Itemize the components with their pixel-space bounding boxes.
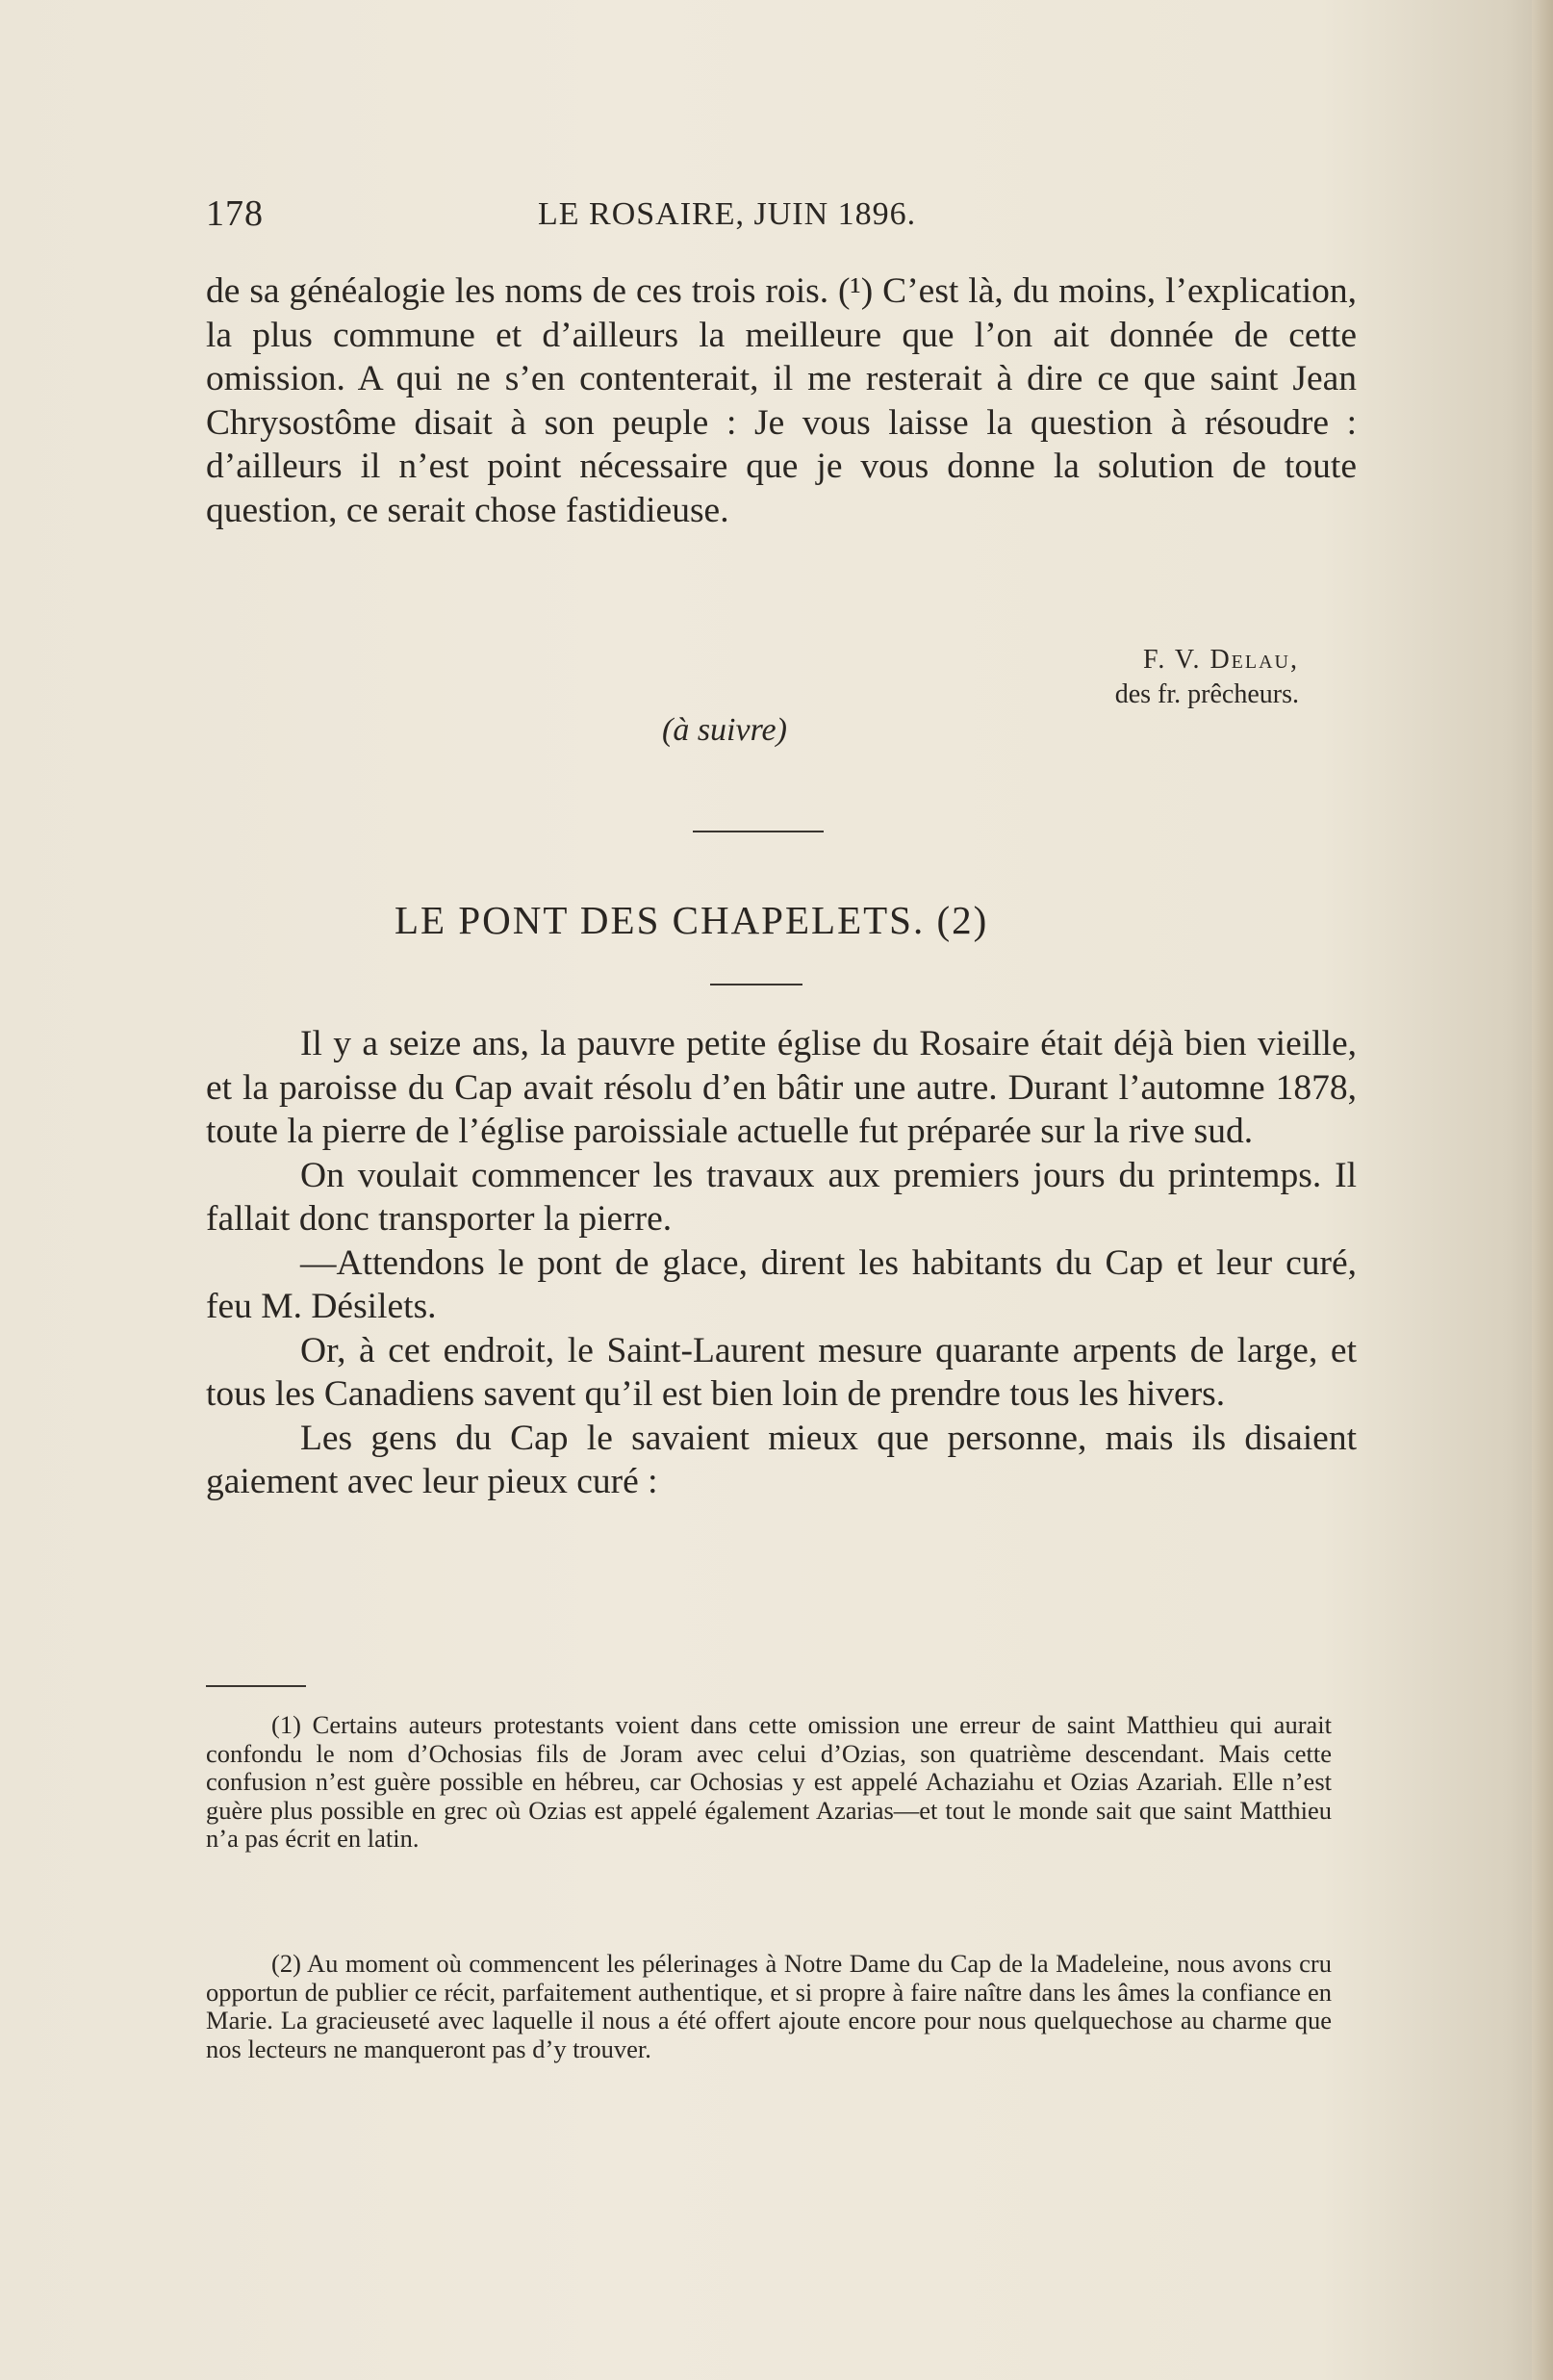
author-name: F. V. Delau, xyxy=(1143,645,1299,675)
continuation-text xyxy=(206,269,1357,532)
author-signature xyxy=(1020,643,1299,712)
article-paragraph: —Attendons le pont de glace, dirent les habitants du Cap et leur curé, feu M. Désilets. xyxy=(206,1242,1357,1326)
page-number: 178 xyxy=(206,193,264,234)
title-underline xyxy=(710,984,802,985)
footnote-text: (2) Au moment où commencent les pélerinages à Notre Dame du Cap de la Madeleine, nous avons cru opportun de publier ce récit, parfaitement authentique, et si propre à faire naître dans les âmes la confiance en Marie. La gracieuseté avec laquelle il nous a été offert ajoute encore pour nous quelquechose au charme que nos lecteurs ne manqueront pas d’y trouver. xyxy=(206,1949,1332,2063)
footnote-text: (1) Certains auteurs protestants voient dans cette omission une erreur de saint Matthieu qui aurait confondu le nom d’Ochosias fils de Joram avec celui d’Ozias, son quatrième descendant. Mais cette confusion n’est guère possible en hébreu, car Ochosias y est appelé Achaziahu et Ozias Azariah. Elle n’est guère plus possible en grec où Ozias est appelé également Azarias—et tout le monde sait que saint Matthieu n’a pas écrit en latin. xyxy=(206,1710,1332,1853)
page-edge xyxy=(1532,0,1553,2380)
article-title: LE PONT DES CHAPELETS. (2) xyxy=(395,898,989,942)
author-order: des fr. prêcheurs. xyxy=(1114,679,1299,709)
section-divider xyxy=(693,831,824,832)
footnote-2 xyxy=(206,1950,1332,2063)
to-be-continued: (à suivre) xyxy=(662,712,787,748)
footnote-rule xyxy=(206,1685,306,1687)
article-paragraph: On voulait commencer les travaux aux premiers jours du printemps. Il fallait donc transporter la pierre. xyxy=(206,1155,1357,1239)
continuation-paragraph: de sa généalogie les noms de ces trois rois. (¹) C’est là, du moins, l’explication, la plus commune et d’ailleurs la meilleure que l’on ait donnée de cette omission. A qui ne s’en contenterait, il me resterait à dire ce que saint Jean Chrysostôme disait à son peuple : Je vous laisse la question à résoudre : d’ailleurs il n’est point nécessaire que je vous donne la solution de toute question, ce serait chose fastidieuse. xyxy=(206,271,1357,530)
article-body xyxy=(206,1022,1357,1504)
article-paragraph: Il y a seize ans, la pauvre petite église du Rosaire était déjà bien vieille, et la paroisse du Cap avait résolu d’en bâtir une autre. Durant l’automne 1878, toute la pierre de l’église paroissiale actuelle fut préparée sur la rive sud. xyxy=(206,1024,1357,1151)
article-paragraph: Les gens du Cap le savaient mieux que personne, mais ils disaient gaiement avec leur pieux curé : xyxy=(206,1418,1357,1501)
running-title: LE ROSAIRE, JUIN 1896. xyxy=(538,196,917,232)
article-paragraph: Or, à cet endroit, le Saint-Laurent mesure quarante arpents de large, et tous les Canadiens savent qu’il est bien loin de prendre tous les hivers. xyxy=(206,1330,1357,1414)
footnote-1 xyxy=(206,1711,1332,1854)
